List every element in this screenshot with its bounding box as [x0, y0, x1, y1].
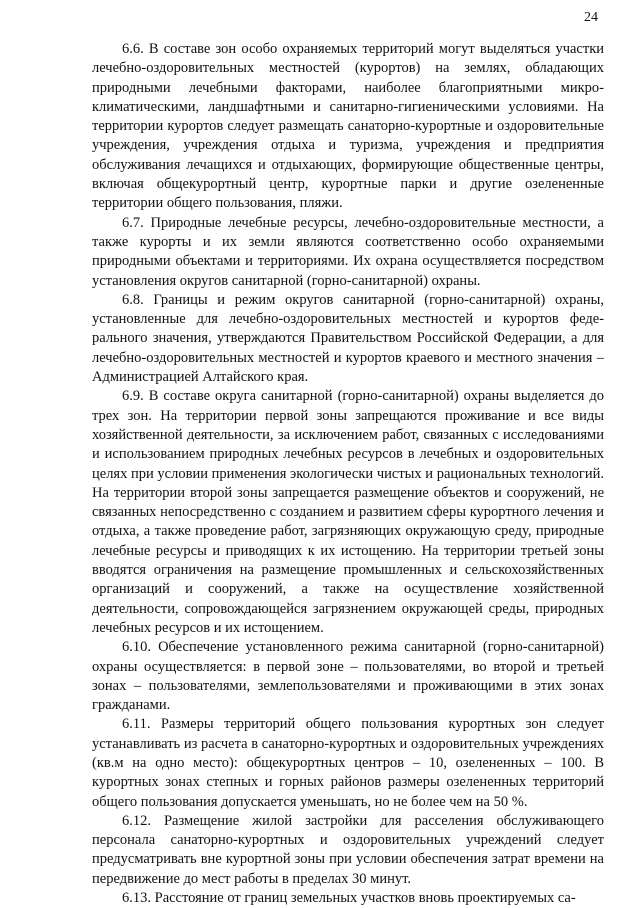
page-number: 24	[584, 10, 598, 25]
paragraph-6-13: 6.13. Расстояние от границ земельных участков вновь проектируемых са-	[122, 890, 576, 907]
paragraph-6-11: 6.11. Размеры территорий общего пользования курортных зон следует устанавливать из расчета в санаторно-курортных и оздоровительных учреждениях (кв.м на одно место): общекурортных центров – 10, озелененных – 100. В курортных зонах степных и горных районов размеры озелененных территорий общего пользования допускается уменьшать, но не более чем на 50 %.	[92, 716, 604, 810]
paragraph-6-8: 6.8. Границы и режим округов санитарной (горно-санитарной) охраны, установленные для лечебно-оздоровительных местностей и курортов федерального значения, утверждаются Правительством Российской Федерации, а для лечебно-оздоровительных местностей и курортов краевого и местного значения – Администрацией Алтайского края.	[92, 291, 604, 386]
paragraph-6-9: 6.9. В составе округа санитарной (горно-санитарной) охраны выделяется до трех зон. На территории первой зоны запрещаются проживание и все виды хозяйственной деятельности, за исключением работ, связанных с исследованиями и использованием природных лечебных ресурсов в лечебных и оздоровительных целях при условии применения экологически чистых и рациональных технологий. На территории второй зоны запрещается размещение объектов и сооружений, не связанных непосредственно с созданием и развитием сферы курортного лечения и отдыха, а также проведение работ, загрязняющих окружающую среду, природные лечебные ресурсы и приводящих к их истощению. На территории третьей зоны вводятся ограничения на размещение промышленных и сельскохозяйственных организаций и сооружений, а также на осуществление хозяйственной деятельности, сопровождающейся загрязнением окружающей среды, природных лечебных ресурсов и их истощением.	[92, 388, 604, 636]
document-body	[92, 40, 604, 908]
paragraph-6-6: 6.6. В составе зон особо охраняемых территорий могут выделяться участки лечебно-оздоровительных местностей (курортов) на землях, обладающих природными лечебными факторами, наиболее благоприятными микроклиматическими, ландшафтными и санитарно-гигиеническими условиями. На территории курортов следует размещать санаторно-курортные и оздоровительные учреждения, учреждения отдыха и туризма, учреждения и предприятия обслуживания лечащихся и отдыхающих, формирующие общественные центры, включая общекурортный центр, курортные парки и другие озелененные территории общего пользования, пляжи.	[92, 41, 604, 212]
paragraph-6-10: 6.10. Обеспечение установленного режима санитарной (горно-санитарной) охраны осуществляется: в первой зоне – пользователями, во второй и третьей зонах – пользователями, землепользователями и проживающими в этих зонах гражданами.	[92, 639, 604, 714]
paragraph-6-12: 6.12. Размещение жилой застройки для расселения обслуживающего персонала санаторно-курортных и оздоровительных учреждений следует предусматривать вне курортной зоны при условии обеспечения затрат времени на передвижение до мест работы в пределах 30 минут.	[92, 812, 604, 887]
paragraph-6-7: 6.7. Природные лечебные ресурсы, лечебно-оздоровительные местности, а также курорты и их земли являются соответственно особо охраняемыми природными объектами и территориями. Их охрана осуществляется посредством установления округов санитарной (горно-санитарной) охраны.	[92, 214, 604, 289]
